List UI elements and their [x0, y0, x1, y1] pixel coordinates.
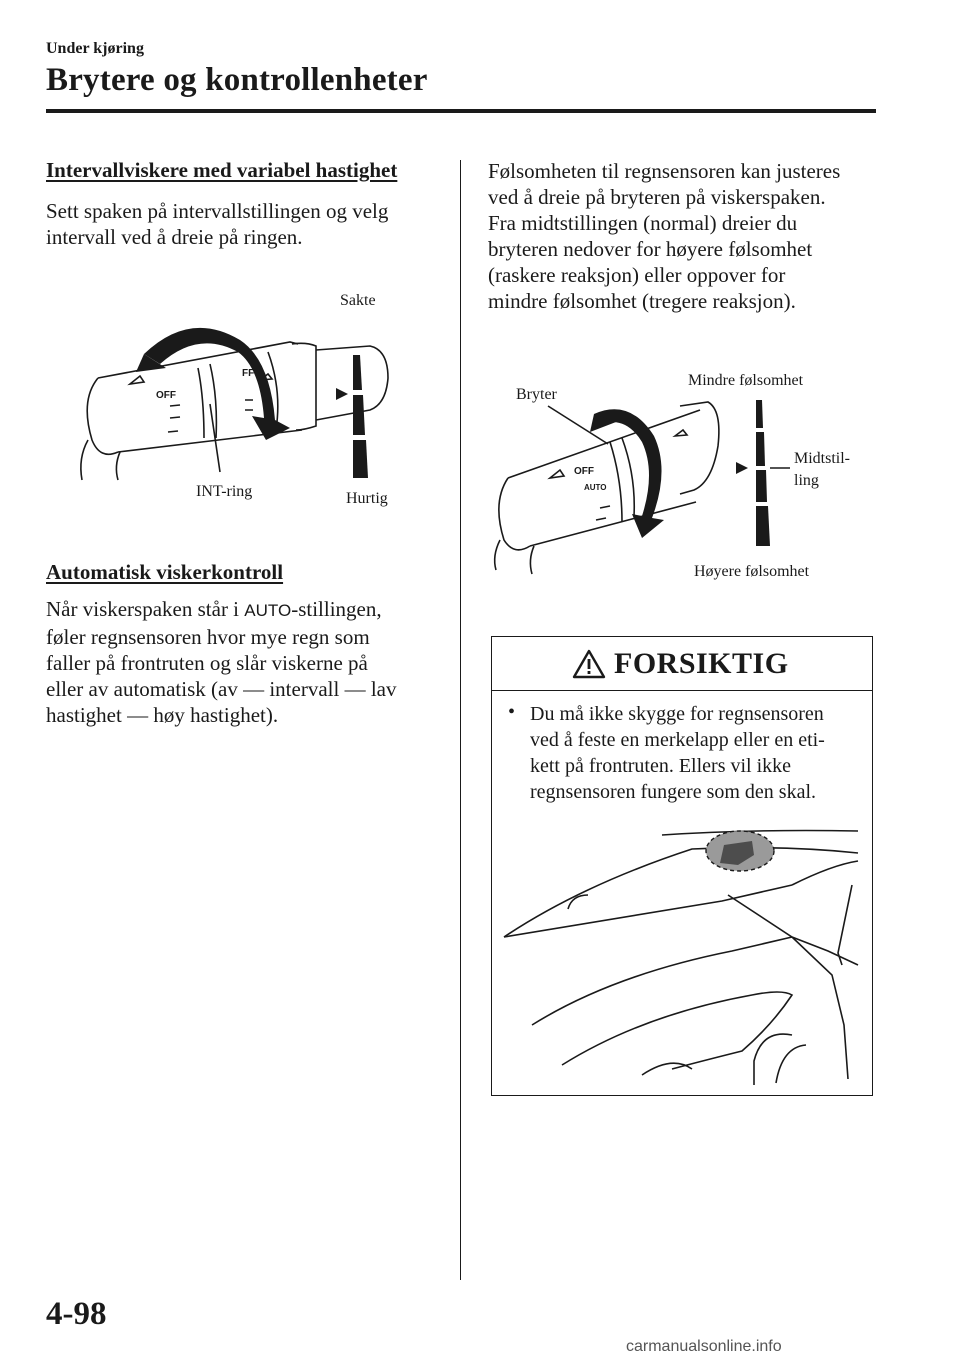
less-sensitivity-label: Mindre følsomhet — [688, 372, 804, 389]
section-label: Under kjøring — [46, 40, 144, 57]
caution-title: FORSIKTIG — [614, 647, 789, 680]
fast-label: Hurtig — [346, 490, 388, 507]
heading-automatic-wiper: Automatisk viskerkontroll — [46, 560, 284, 584]
caution-line: kett på frontruten. Ellers vil ikke — [530, 755, 792, 777]
paragraph-text: -stillingen, — [291, 597, 382, 621]
paragraph-line: intervall ved å dreie på ringen. — [46, 225, 303, 249]
paragraph-interval — [46, 198, 388, 250]
middle-position-line: ling — [794, 472, 819, 489]
heading-variable-speed-wipers: Intervallviskere med variabel hastighet — [46, 158, 398, 182]
paragraph-line: mindre følsomhet (tregere reaksjon). — [488, 289, 796, 313]
caution-header — [492, 637, 872, 691]
ff-text: FF — [242, 368, 255, 379]
int-ring-label: INT-ring — [196, 483, 253, 500]
paragraph-sensitivity — [488, 158, 888, 314]
paragraph-line: Fra midtstillingen (normal) dreier du — [488, 211, 798, 235]
windshield-rain-sensor-illustration — [492, 825, 874, 1095]
paragraph-line: eller av automatisk (av ― intervall ― lav — [46, 677, 397, 701]
paragraph-line: faller på frontruten og slår viskerne på — [46, 651, 368, 675]
more-sensitivity-label: Høyere følsomhet — [694, 563, 810, 580]
paragraph-line: Følsomheten til regnsensoren kan justeres — [488, 159, 841, 183]
auto-word: AUTO — [244, 601, 292, 620]
warning-triangle-icon — [572, 649, 606, 679]
auto-text: AUTO — [584, 483, 607, 492]
paragraph-line — [46, 596, 446, 624]
caution-line: ved å feste en merkelapp eller en eti- — [530, 729, 825, 751]
paragraph-line: hastighet ― høy hastighet). — [46, 703, 279, 727]
off-text: OFF — [574, 466, 594, 477]
paragraph-line: (raskere reaksjon) eller oppover for — [488, 263, 786, 287]
title-rule — [46, 109, 876, 113]
middle-position-label — [794, 450, 850, 490]
caution-line: regnsensoren fungere som den skal. — [530, 781, 817, 803]
off-text: OFF — [156, 390, 176, 401]
watermark: carmanualsonline.info — [626, 1338, 782, 1355]
caution-text — [530, 701, 860, 805]
slow-label: Sakte — [340, 292, 376, 309]
switch-label: Bryter — [516, 386, 557, 403]
paragraph-line: ved å dreie på bryteren på viskerspaken. — [488, 185, 826, 209]
paragraph-text: Når viskerspaken står i — [46, 597, 245, 621]
page-title: Brytere og kontrollenheter — [46, 62, 428, 98]
paragraph-line: føler regnsensoren hvor mye regn som — [46, 625, 370, 649]
caution-box — [491, 636, 873, 1096]
middle-position-line: Midtstil- — [794, 450, 851, 467]
caution-line: Du må ikke skygge for regnsensoren — [530, 703, 824, 725]
paragraph-line: bryteren nedover for høyere følsomhet — [488, 237, 813, 261]
bullet: • — [508, 701, 516, 723]
page-number: 4-98 — [46, 1296, 107, 1332]
paragraph-line: Sett spaken på intervallstillingen og velg — [46, 199, 389, 223]
column-divider — [460, 160, 461, 1280]
paragraph-auto — [46, 596, 446, 728]
